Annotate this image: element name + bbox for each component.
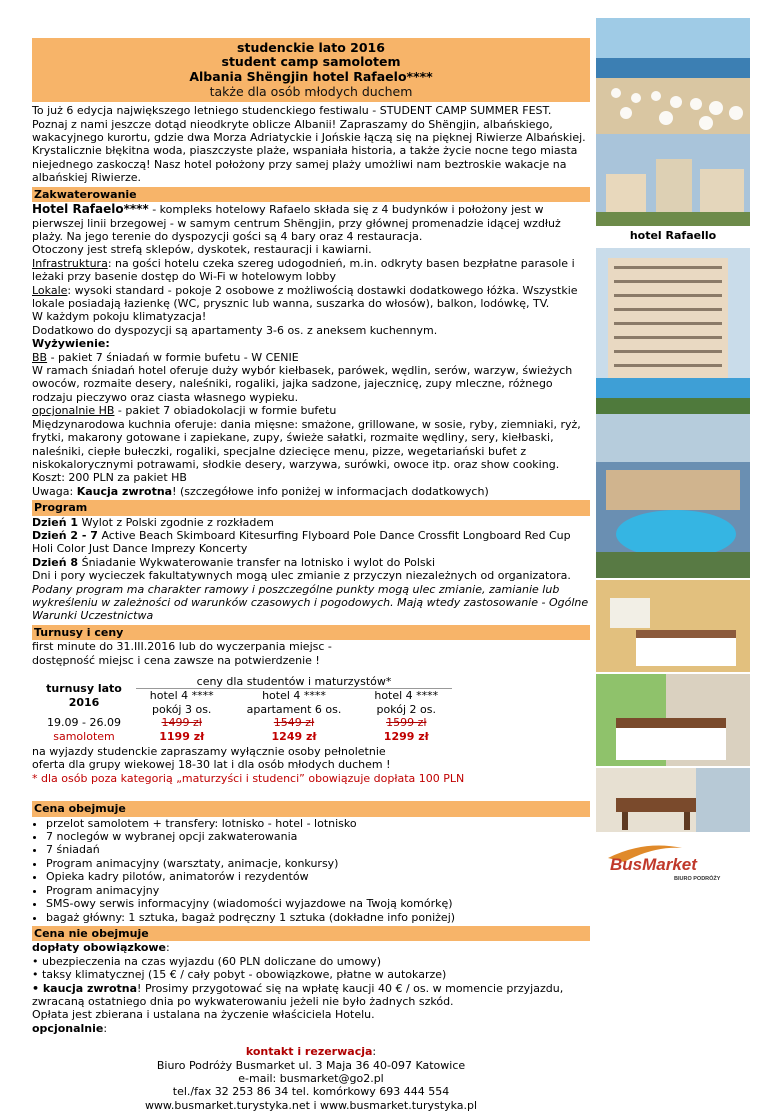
availability-line: dostępność miejsc i cena zawsze na potwierdzenie ! bbox=[32, 653, 320, 667]
apartments-line: Dodatkowo do dyspozycji są apartamenty 3-6 os. z aneksem kuchennym. bbox=[32, 323, 438, 337]
bb-label: BB bbox=[32, 350, 48, 364]
note-suffix: ! (szczegółowe info poniżej w informacjach dodatkowych) bbox=[172, 484, 489, 498]
includes-list bbox=[32, 817, 590, 924]
price-table bbox=[32, 675, 452, 743]
hotel-photo-top bbox=[596, 134, 750, 226]
contact-websites[interactable]: www.busmarket.turystyka.net i www.busmarket.turystyka.pl bbox=[144, 1098, 478, 1112]
list-item: • 7 noclegów w wybranej opcji zakwaterowania bbox=[46, 830, 590, 843]
lokale-text: : wysoki standard - pokoje 2 osobowe z możliwością dostawki dodatkowego łóżka. Wszystkie lokale posiadają łazienkę (WC, prysznic lub wanna, suszarka do włosów), balkon, lodówkę, TV. bbox=[32, 283, 578, 311]
day2-text: Active Beach Skimboard Kitesurfing Flyboard Pole Dance Crossfit Longboard Red Cup Holi Color Just Dance Imprezy Koncerty bbox=[32, 528, 571, 556]
old-price: 1599 zł bbox=[386, 716, 427, 730]
banner-title-3: Albania Shëngjin hotel Rafaelo**** bbox=[189, 68, 433, 84]
list-item: • przelot samolotem + transfery: lotnisko - hotel - lotnisko bbox=[46, 817, 590, 830]
price-cell-3 bbox=[361, 716, 452, 743]
program-section bbox=[32, 516, 590, 623]
accommodation-section bbox=[32, 202, 590, 498]
section-heading-includes: Cena obejmuje bbox=[32, 801, 590, 816]
price-cell-2 bbox=[227, 716, 360, 743]
age-group-line: oferta dla grupy wiekowej 18-30 lat i dla osób młodych duchem ! bbox=[32, 758, 391, 772]
list-item: • bagaż główny: 1 sztuka, bagaż podręczny 1 sztuka (dokładne info poniżej) bbox=[46, 911, 590, 924]
section-heading-excludes: Cena nie obejmuje bbox=[32, 926, 590, 941]
day8-label: Dzień 8 bbox=[32, 555, 79, 569]
section-heading-accommodation: Zakwaterowanie bbox=[32, 187, 590, 202]
optional-label: opcjonalnie bbox=[32, 1021, 104, 1035]
deposit-bullet-label: • kaucja zwrotna bbox=[32, 981, 138, 995]
contact-heading: kontakt i rezerwacja bbox=[245, 1045, 373, 1059]
section-heading-turnusy: Turnusy i ceny bbox=[32, 625, 590, 640]
turnusy-head: turnusy lato 2016 bbox=[46, 682, 122, 709]
new-price: 1199 zł bbox=[159, 729, 205, 743]
hb-text: - pakiet 7 obiadokolacji w formie bufetu bbox=[114, 404, 337, 418]
pool-aerial-photo bbox=[596, 414, 750, 578]
excursions-note: Dni i pory wycieczek fakultatywnych mogą ulec zmianie z przyczyn niezależnych od organizatora. bbox=[32, 569, 571, 583]
intro-paragraph: To już 6 edycja największego letniego studenckiego festiwalu - STUDENT CAMP SUMMER FEST. Poznaj z nami jeszcze dotąd nieodkryte oblicze Albanii! Zapraszamy do Shëngjin, albańskiego, wakacyjnego kurortu, gdzie dwa Morza Adriatyckie i Jońskie łączą się na pięknej Riwierze Albańskiej. Krystalicznie błękitna woda, piaszczyste plaże, wspaniała historia, a także życie nocne tego miasta niejednego zaskoczą! Nasz hotel położony przy samej plaży umożliwi nam beztroskie wakacje na albańskiej Riwierze. bbox=[32, 104, 586, 185]
first-minute-line: first minute do 31.III.2016 lub do wyczerpania miejsc - bbox=[32, 640, 332, 654]
term-dates: 19.09 - 26.09 bbox=[47, 716, 121, 730]
col-head-1: hotel 4 **** pokój 3 os. bbox=[149, 689, 214, 716]
aircon-line: W każdym pokoju klimatyzacja! bbox=[32, 310, 207, 324]
infra-text: : na gości hotelu czeka szereg udogodnień, m.in. odkryty basen bezpłatne parasole i leżaki przy basenie dostęp do Wi-Fi w hotelowym lobby bbox=[32, 256, 575, 284]
room-photo-2 bbox=[596, 674, 750, 766]
contact-block: kontakt i rezerwacja: Biuro Podróży Busmarket ul. 3 Maja 36 40-097 Katowice e-mail: busmarket@go2.pl tel./fax 32 253 86 34 tel. komórkowy 693 444 554 www.busmarket.turystyka.net i www.busmarket.turystyka.pl bbox=[32, 1045, 590, 1112]
food-label: Wyżywienie: bbox=[32, 337, 110, 351]
room-photo-1 bbox=[596, 580, 750, 672]
banner-title-2: student camp samolotem bbox=[221, 54, 401, 70]
old-price: 1499 zł bbox=[161, 716, 202, 730]
turnusy-section bbox=[32, 640, 590, 785]
list-item: • Opieka kadry pilotów, animatorów i rezydentów bbox=[46, 870, 590, 883]
list-item: • 7 śniadań bbox=[46, 843, 590, 856]
surcharge-line: * dla osób poza kategorią „maturzyści i studenci” obowiązuje dopłata 100 PLN bbox=[32, 771, 465, 785]
hb-cost: Koszt: 200 PLN za pakiet HB bbox=[32, 471, 187, 485]
contact-phone: tel./fax 32 253 86 34 tel. komórkowy 693 444 554 bbox=[172, 1085, 450, 1099]
day8-text: Śniadanie Wykwaterowanie transfer na lotnisko i wylot do Polski bbox=[78, 555, 436, 569]
lokale-label: Lokale bbox=[32, 283, 68, 297]
hotel-name: Hotel Rafaelo**** bbox=[32, 201, 149, 216]
title-banner bbox=[32, 38, 590, 102]
busmarket-logo bbox=[604, 840, 724, 884]
logo-text: BusMarket bbox=[610, 855, 697, 874]
hotel-building-photo bbox=[596, 248, 750, 414]
price-head: ceny dla studentów i maturzystów* bbox=[136, 675, 452, 689]
col-head-2: hotel 4 **** apartament 6 os. bbox=[246, 689, 342, 716]
price-cell-1 bbox=[136, 716, 227, 743]
banner-title-1: studenckie lato 2016 bbox=[237, 40, 385, 55]
hotel-description: - kompleks hotelowy Rafaelo składa się z 4 budynków i położony jest w pierwszej linii brzegowej - w samym centrum Shëngjin, przy głównej promenadzie idącej wzdłuż plaży. Na jego terenie do dyspozycji gości są 4 bary oraz 4 restauracja. bbox=[32, 202, 561, 243]
climate-tax-line: • taksy klimatycznej (15 € / cały pobyt - obowiązkowe, płatne w autokarze) bbox=[32, 968, 447, 982]
beach-photo bbox=[596, 18, 750, 134]
list-item: • Program animacyjny (warsztaty, animacje, konkursy) bbox=[46, 857, 590, 870]
adults-only-line: na wyjazdy studenckie zapraszamy wyłącznie osoby pełnoletnie bbox=[32, 745, 386, 759]
day1-label: Dzień 1 bbox=[32, 515, 79, 529]
new-price: 1249 zł bbox=[271, 729, 317, 743]
hb-description: Międzynarodowa kuchnia oferuje: dania mięsne: smażone, grillowane, w sosie, ryby, ziemniaki, ryż, frytki, makarony gotowane i zapiekane, zupy, świeże sałatki, rozmaite wędliny, sery, kiełbaski, naleśniki, ciepłe bułeczki, rogaliki, specjalne dziecięce menu, pizze, wegetariański bufet z niskokalorycznymi potrawami, słodkie desery, warzywa, surówki, owoce itp. oraz show cooking. bbox=[32, 417, 581, 471]
section-heading-program: Program bbox=[32, 500, 590, 515]
room-photo-3 bbox=[596, 768, 750, 832]
term-mode: samolotem bbox=[53, 729, 115, 743]
bb-description: W ramach śniadań hotel oferuje duży wybór kiełbasek, parówek, wędlin, serów, warzyw, świeżych owoców, rozmaite desery, naleśniki, rogaliki, jajka sadzone, jajecznicę, zupy mleczne, różnego rodzaju pieczywo oraz ciasta własnego wypieku. bbox=[32, 364, 573, 404]
logo-subtext: BIURO PODRÓŻY bbox=[674, 876, 721, 882]
col-head-3: hotel 4 **** pokój 2 os. bbox=[374, 689, 439, 716]
insurance-line: • ubezpieczenia na czas wyjazdu (60 PLN doliczane do umowy) bbox=[32, 954, 381, 968]
day2-label: Dzień 2 - 7 bbox=[32, 528, 98, 542]
note-prefix: Uwaga: bbox=[32, 484, 77, 498]
deposit-label: Kaucja zwrotna bbox=[76, 484, 173, 498]
contact-address: Biuro Podróży Busmarket ul. 3 Maja 36 40-097 Katowice bbox=[156, 1058, 466, 1072]
excludes-section: dopłaty obowiązkowe: • ubezpieczenia na czas wyjazdu (60 PLN doliczane do umowy) • taksy klimatycznej (15 € / cały pobyt - obowiązkowe, płatne w autokarze) • kaucja zwrotna! Prosimy przygotować się na wpłatę kaucji 40 € / os. w momencie przyjazdu, zwracaną ostatniego dnia po wykwaterowaniu jeżeli nie było żadnych szkód. Opłata jest zbierana i ustalana na życzenie właściciela Hotelu. opcjonalnie: bbox=[32, 941, 590, 1035]
fee-note: Opłata jest zbierana i ustalana na życzenie właściciela Hotelu. bbox=[32, 1008, 375, 1022]
row-term bbox=[32, 716, 136, 743]
hb-label: opcjonalnie HB bbox=[32, 404, 115, 418]
infra-label: Infrastruktura bbox=[32, 256, 108, 270]
banner-subtitle: także dla osób młodych duchem bbox=[209, 84, 413, 100]
photo-caption: hotel Rafaello bbox=[629, 229, 717, 242]
list-item: • SMS-owy serwis informacyjny (wiadomości wyjazdowe na Twoją komórkę) bbox=[46, 897, 590, 910]
main-column bbox=[32, 38, 590, 1112]
bb-text: - pakiet 7 śniadań w formie bufetu - W CENIE bbox=[47, 350, 299, 364]
day1-text: Wylot z Polski zgodnie z rozkładem bbox=[78, 515, 274, 529]
mandatory-label: dopłaty obowiązkowe bbox=[32, 941, 167, 955]
deposit-text: ! Prosimy przygotować się na wpłatę kaucji 40 € / os. w momencie przyjazdu, zwracaną ostatniego dnia po wykwaterowaniu jeżeli nie było żadnych szkód. bbox=[32, 981, 564, 1008]
list-item: • Program animacyjny bbox=[46, 884, 590, 897]
contact-email[interactable]: e-mail: busmarket@go2.pl bbox=[238, 1071, 384, 1085]
old-price: 1549 zł bbox=[273, 716, 315, 730]
zone-line: Otoczony jest strefą sklepów, dyskotek, restauracji i kawiarni. bbox=[32, 243, 372, 257]
new-price: 1299 zł bbox=[383, 729, 429, 743]
program-disclaimer: Podany program ma charakter ramowy i poszczególne punkty mogą ulec zmianie, zamianie lub wykreśleniu w zależności od warunków czasowych i pogodowych. Mają wtedy zastosowanie - Ogólne Warunki Uczestnictwa bbox=[32, 582, 589, 623]
